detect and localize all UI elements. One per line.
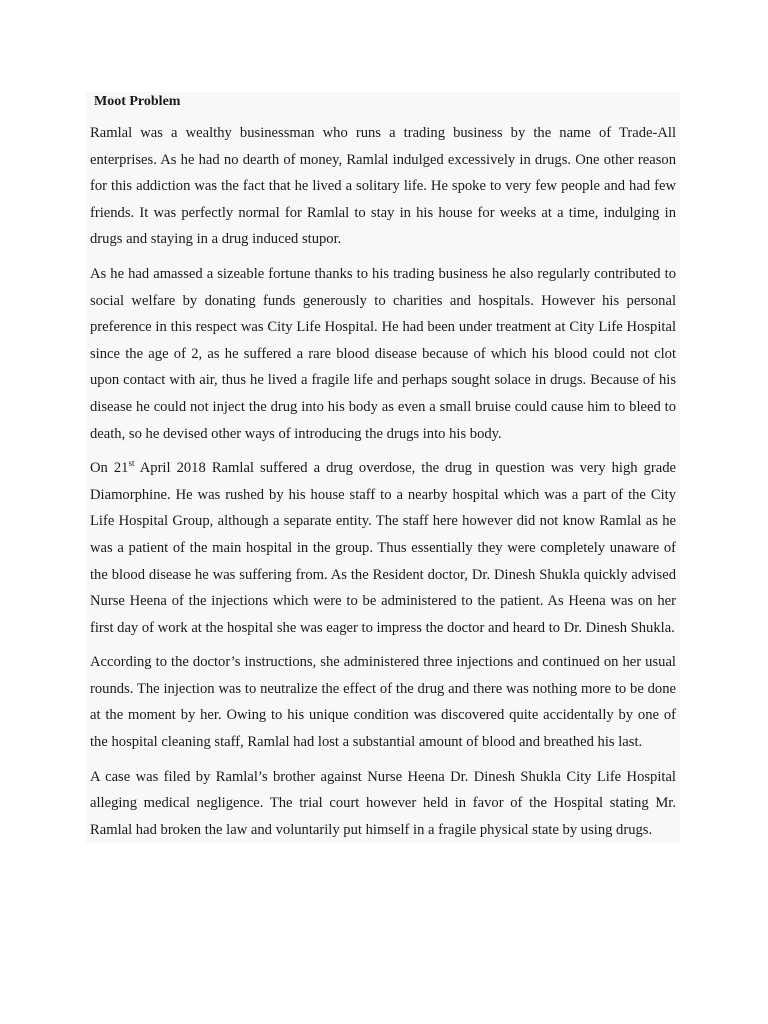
paragraph-3-text: April 2018 Ramlal suffered a drug overdose, the drug in question was very high grade Diamorphine. He was rushed by his house staff to a nearby hospital which was a part of the City Life Hospital Group, although a separate entity. The staff here however did not know Ramlal as he was a patient of the main hospital in the group. Thus essentially they were completely unaware of the blood disease he was suffering from. As the Resident doctor, Dr. Dinesh Shukla quickly advised Nurse Heena of the injections which were to be administered to the patient. As Heena was on her first day of work at the hospital she was eager to impress the doctor and heard to Dr. Dinesh Shukla. bbox=[90, 460, 676, 636]
paragraph-4: According to the doctor’s instructions, she administered three injections and continued on her usual rounds. The injection was to neutralize the effect of the drug and there was nothing more to be done at the moment by her. Owing to his unique condition was discovered quite accidentally by one of the hospital cleaning staff, Ramlal had lost a substantial amount of blood and breathed his last. bbox=[90, 654, 676, 751]
paragraph-1: Ramlal was a wealthy businessman who runs a trading business by the name of Trade-All enterprises. As he had no dearth of money, Ramlal indulged excessively in drugs. One other reason for this addiction was the fact that he lived a solitary life. He spoke to very few people and had few friends. It was perfectly normal for Ramlal to stay in his house for weeks at a time, indulging in drugs and staying in a drug induced stupor. bbox=[90, 125, 676, 248]
paragraph-3 bbox=[86, 455, 680, 641]
document-heading: Moot Problem bbox=[94, 94, 181, 109]
paragraph-5: A case was filed by Ramlal’s brother against Nurse Heena Dr. Dinesh Shukla City Life Hospital alleging medical negligence. The trial court however held in favor of the Hospital stating Mr. Ramlal had broken the law and voluntarily put himself in a fragile physical state by using drugs. bbox=[90, 768, 676, 838]
paragraph-2: As he had amassed a sizeable fortune thanks to his trading business he also regularly contributed to social welfare by donating funds generously to charities and hospitals. However his personal preference in this respect was City Life Hospital. He had been under treatment at City Life Hospital since the age of 2, as he suffered a rare blood disease because of which his blood could not clot upon contact with air, thus he lived a fragile life and perhaps sought solace in drugs. Because of his disease he could not inject the drug into his body as even a small bruise could cause him to bleed to death, so he devised other ways of introducing the drugs into his body. bbox=[90, 265, 676, 442]
ordinal-superscript: st bbox=[128, 458, 135, 469]
paragraph-3-prefix: On 21 bbox=[90, 460, 129, 477]
document-body bbox=[86, 92, 680, 843]
